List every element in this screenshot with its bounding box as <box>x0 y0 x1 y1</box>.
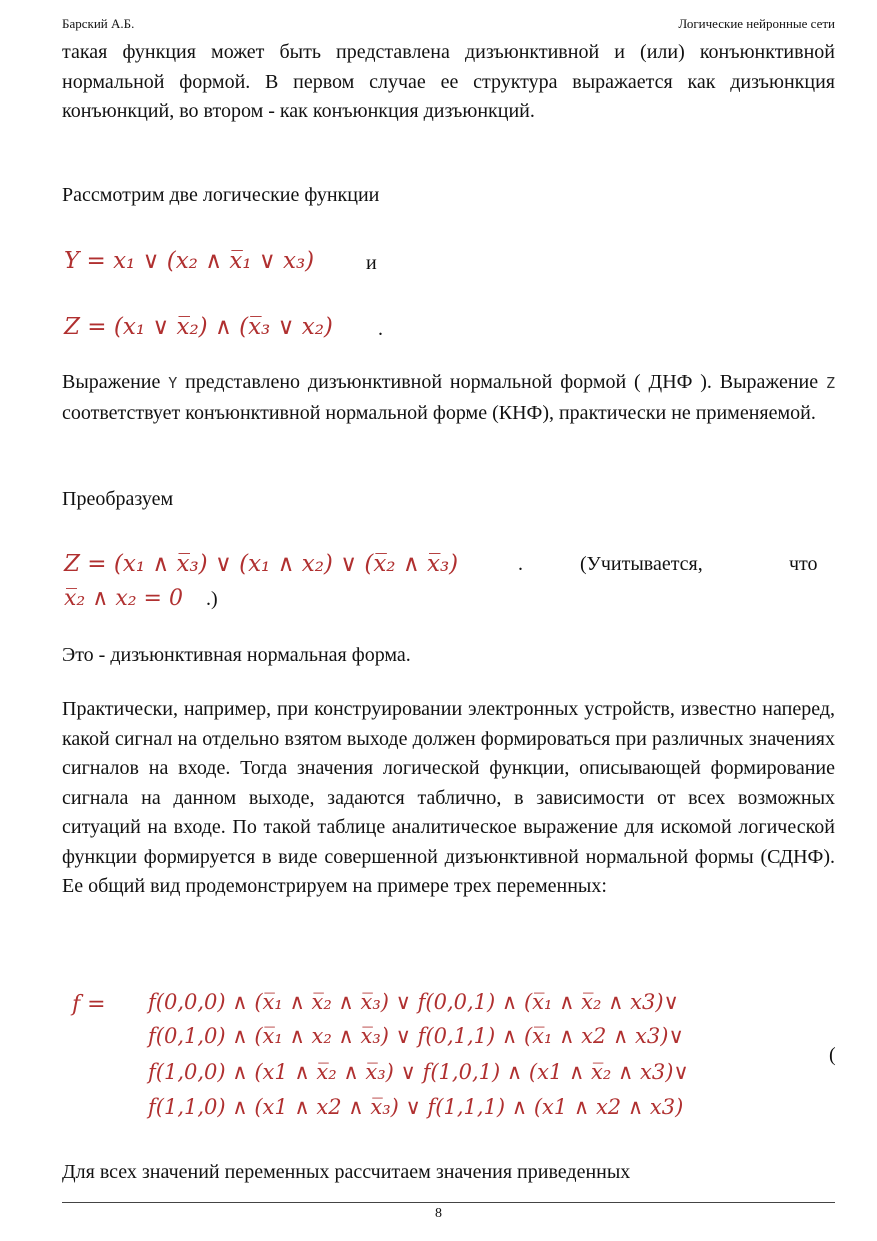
header-title: Логические нейронные сети <box>678 16 835 31</box>
paragraph-dnf: Это - дизъюнктивная нормальная форма. <box>62 644 411 666</box>
formula-y: Y = x₁ ∨ (x₂ ∧ x̅₁ ∨ x₃) <box>64 248 315 274</box>
footer-divider <box>62 1202 835 1203</box>
p3-mid: представлено дизъюнктивной нормальной формой ( ДНФ ). Выражение <box>177 371 826 393</box>
note-open: (Учитывается, <box>580 553 703 575</box>
formula-z2: Z = (x₁ ∧ x̅₃) ∨ (x₁ ∧ x₂) ∨ (x̅₂ ∧ x̅₃) <box>64 551 459 577</box>
note-close: .) <box>206 588 218 610</box>
inline-z: Z <box>825 374 836 392</box>
formula-z-suffix: . <box>378 318 383 340</box>
page-number: 8 <box>435 1206 442 1221</box>
formula-f-paren: ( <box>829 1044 836 1066</box>
paragraph-consider: Рассмотрим две логические функции <box>62 184 380 206</box>
inline-y: Y <box>168 374 178 392</box>
formula-y-suffix: и <box>366 252 377 274</box>
paragraph-intro: такая функция может быть представлена дизъюнктивной и (или) конъюнктивной нормальной формой. В первом случае ее структура выражается как дизъюнкция конъюнкций, во втором - как конъюнкция дизъюнкций. <box>62 41 835 122</box>
formula-z: Z = (x₁ ∨ x̅₂) ∧ (x̅₃ ∨ x₂) <box>64 314 333 340</box>
paragraph-compute: Для всех значений переменных рассчитаем значения приведенных <box>62 1161 631 1183</box>
formula-f-line-4: f(1,1,0) ∧ (x1 ∧ x2 ∧ x̅₃) ∨ f(1,1,1) ∧ (x1 ∧ x2 ∧ x3) <box>148 1095 684 1119</box>
formula-note: x̅₂ ∧ x₂ = 0 <box>64 586 183 611</box>
note-what: что <box>789 553 818 575</box>
formula-z2-suffix: . <box>518 553 523 575</box>
p3-before-y: Выражение <box>62 371 169 393</box>
header-author: Барский А.Б. <box>62 16 135 31</box>
formula-f-label: f = <box>72 992 106 1017</box>
formula-f-line-2: f(0,1,0) ∧ (x̅₁ ∧ x₂ ∧ x̅₃) ∨ f(0,1,1) ∧ (x̅₁ ∧ x2 ∧ x3)∨ <box>148 1024 684 1048</box>
paragraph-practice: Практически, например, при конструировании электронных устройств, известно наперед, какой сигнал на отдельно взятом выходе должен формироваться при различных значениях сигналов на входе. Тогда значения логической функции, описывающей формирование сигнала на данном выходе, задаются таблично, в зависимости от всех возможных ситуаций на входе. По такой таблице аналитическое выражение для искомой логической функции формируется в виде совершенной дизъюнктивной нормальной формы (СДНФ). Ее общий вид продемонстрируем на примере трех переменных: <box>62 698 835 897</box>
formula-f-line-1: f(0,0,0) ∧ (x̅₁ ∧ x̅₂ ∧ x̅₃) ∨ f(0,0,1) ∧ (x̅₁ ∧ x̅₂ ∧ x3)∨ <box>148 990 679 1014</box>
p3-after: соответствует конъюнктивной нормальной форме (КНФ), практически не применяемой. <box>62 401 816 424</box>
formula-f-line-3: f(1,0,0) ∧ (x1 ∧ x̅₂ ∧ x̅₃) ∨ f(1,0,1) ∧ (x1 ∧ x̅₂ ∧ x3)∨ <box>148 1060 689 1084</box>
paragraph-expression <box>62 368 835 428</box>
paragraph-transform: Преобразуем <box>62 488 174 510</box>
